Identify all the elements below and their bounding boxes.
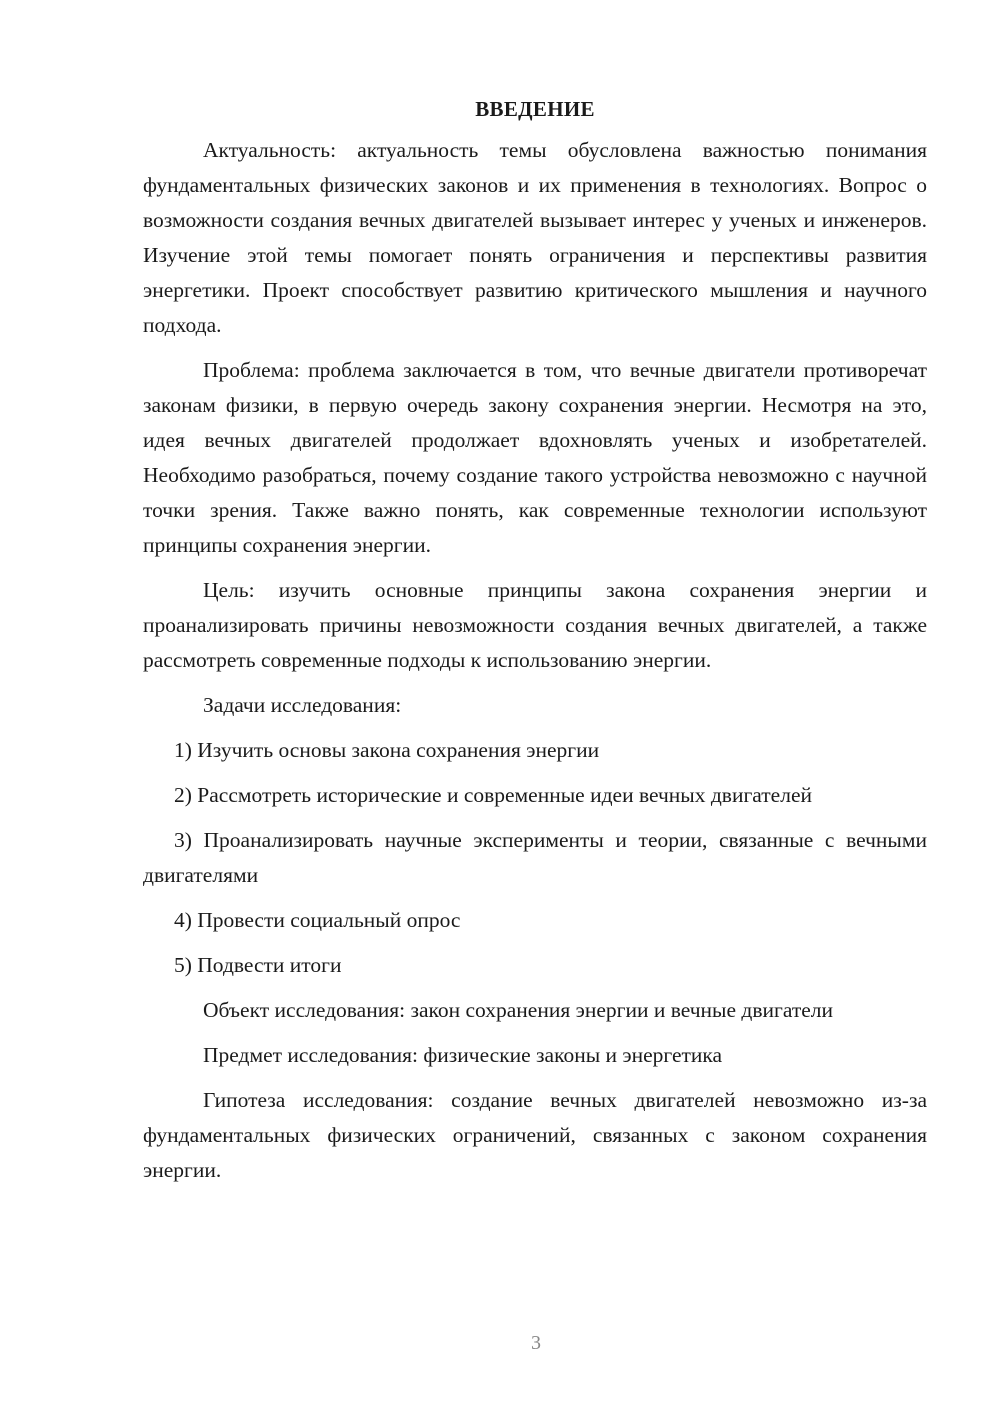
task-item-2: 2) Рассмотреть исторические и современные идеи вечных двигателей (174, 783, 812, 807)
task-item-1: 1) Изучить основы закона сохранения энергии (174, 738, 600, 762)
paragraph-goal: Цель: изучить основные принципы закона сохранения энергии и проанализировать причины невозможности создания вечных двигателей, а также рассмотреть современные подходы к использованию энергии. (143, 578, 927, 672)
document-page (143, 92, 927, 1198)
page-number: 3 (531, 1332, 541, 1354)
section-title: ВВЕДЕНИЕ (475, 97, 595, 121)
tasks-heading: Задачи исследования: (203, 693, 402, 717)
task-item-5: 5) Подвести итоги (174, 953, 342, 977)
paragraph-object: Объект исследования: закон сохранения энергии и вечные двигатели (203, 998, 833, 1022)
paragraph-subject: Предмет исследования: физические законы и энергетика (203, 1043, 723, 1067)
paragraph-relevance: Актуальность: актуальность темы обусловлена важностью понимания фундаментальных физических законов и их применения в технологиях. Вопрос о возможности создания вечных двигателей вызывает интерес у ученых и инженеров. Изучение этой темы помогает понять ограничения и перспективы развития энергетики. Проект способствует развитию критического мышления и научного подхода. (143, 138, 927, 337)
task-item-4: 4) Провести социальный опрос (174, 908, 461, 932)
task-item-3: 3) Проанализировать научные эксперименты и теории, связанные с вечными двигателями (143, 828, 927, 887)
paragraph-hypothesis: Гипотеза исследования: создание вечных двигателей невозможно из-за фундаментальных физических ограничений, связанных с законом сохранения энергии. (143, 1088, 927, 1182)
paragraph-problem: Проблема: проблема заключается в том, что вечные двигатели противоречат законам физики, в первую очередь закону сохранения энергии. Несмотря на это, идея вечных двигателей продолжает вдохновлять ученых и изобретателей. Необходимо разобраться, почему создание такого устройства невозможно с научной точки зрения. Также важно понять, как современные технологии используют принципы сохранения энергии. (143, 358, 927, 557)
